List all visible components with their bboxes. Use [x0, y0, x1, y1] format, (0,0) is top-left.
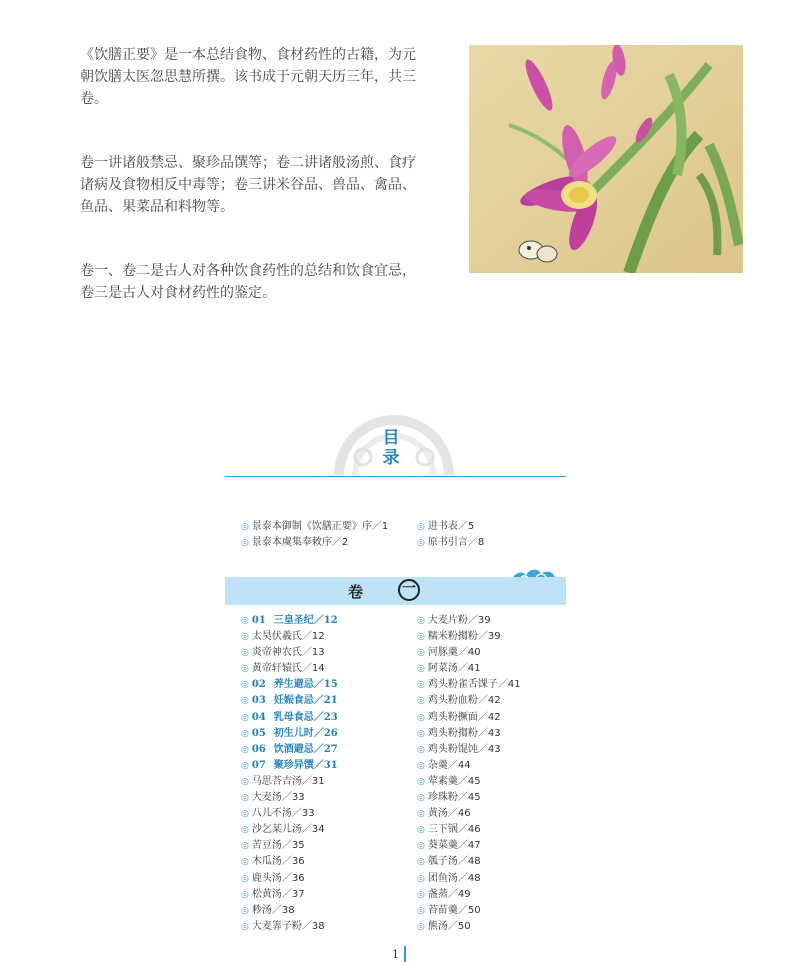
entry-text: 粆汤／38 — [251, 904, 295, 916]
bullet-icon: ◎ — [241, 793, 249, 804]
toc-entry[interactable] — [241, 887, 338, 903]
bullet-icon: ◎ — [417, 825, 425, 836]
preface-list-right — [417, 519, 484, 551]
entry-text: 初生儿时／26 — [273, 727, 338, 739]
bullet-icon: ◎ — [417, 841, 425, 852]
entry-text: 炎帝神农氏／13 — [251, 647, 325, 659]
entry-text: 鸡头粉搊粉／43 — [427, 727, 501, 739]
bullet-icon: ◎ — [241, 728, 249, 739]
entry-text: 松黄汤／37 — [251, 888, 305, 900]
toc-divider — [225, 476, 566, 477]
toc-section-entry[interactable] — [241, 677, 338, 693]
toc-column-2 — [417, 613, 521, 935]
toc-entry[interactable] — [417, 645, 521, 661]
toc-entry[interactable] — [241, 645, 338, 661]
toc-section-entry[interactable] — [241, 726, 338, 742]
bullet-icon: ◎ — [241, 648, 249, 659]
section-number: 01 — [251, 615, 266, 626]
entry-text: 大麦片粉／39 — [427, 615, 491, 626]
bullet-icon: ◎ — [241, 664, 249, 675]
entry-text: 葵菜羹／47 — [427, 840, 481, 852]
toc-entry[interactable] — [241, 774, 338, 790]
page-number: 1 — [392, 948, 399, 961]
bullet-icon: ◎ — [241, 616, 249, 626]
bullet-icon: ◎ — [417, 712, 425, 723]
bullet-icon: ◎ — [417, 616, 425, 626]
entry-text: 大麦汤／33 — [251, 792, 305, 804]
toc-entry[interactable] — [417, 887, 521, 903]
bullet-icon: ◎ — [417, 664, 425, 675]
volume-label: 卷 — [348, 583, 364, 601]
entry-text: 大麦筭子粉／38 — [251, 920, 325, 932]
toc-entry[interactable] — [241, 790, 338, 806]
entry-text: 三下锅／46 — [427, 824, 481, 836]
entry-text: 太昊伏羲氏／12 — [251, 631, 325, 643]
entry-text: 聚珍异馔／31 — [273, 759, 338, 771]
bullet-icon: ◎ — [417, 648, 425, 659]
toc-entry[interactable] — [417, 854, 521, 870]
intro-paragraph: 卷一、卷二是古人对各种饮食药性的总结和饮食宜忌，卷三是古人对食材药性的鉴定。 — [80, 263, 416, 301]
toc-entry[interactable] — [417, 726, 521, 742]
toc-entry[interactable] — [241, 838, 338, 854]
entry-text: 木瓜汤／36 — [251, 856, 305, 868]
bullet-icon: ◎ — [417, 538, 425, 548]
bullet-icon: ◎ — [417, 696, 425, 707]
entry-text: 荤素羹／45 — [427, 775, 481, 787]
toc-entry[interactable] — [417, 742, 521, 758]
toc-entry[interactable] — [417, 613, 521, 629]
bullet-icon: ◎ — [417, 744, 425, 755]
section-number: 07 — [251, 759, 266, 771]
volume-header — [225, 577, 566, 605]
section-number: 06 — [251, 743, 266, 755]
volume-number: 一 — [398, 579, 420, 601]
bullet-icon: ◎ — [417, 809, 425, 820]
entry-text: 河豚羹／40 — [427, 647, 481, 659]
toc-entry[interactable] — [241, 871, 338, 887]
entry-text: 糯米粉搊粉／39 — [427, 631, 501, 643]
toc-entry[interactable] — [241, 629, 338, 645]
entry-text: 团鱼汤／48 — [427, 872, 481, 884]
bullet-icon: ◎ — [241, 889, 249, 900]
page-marker — [404, 946, 406, 962]
toc-entry[interactable]: ◎ 进书表／5 — [417, 521, 475, 532]
bullet-icon: ◎ — [241, 680, 249, 691]
bullet-icon: ◎ — [241, 857, 249, 868]
bullet-icon: ◎ — [241, 522, 249, 532]
toc-entry[interactable]: ◎ 景泰本虞集奉敕序／2 — [241, 537, 349, 548]
toc-entry[interactable] — [417, 677, 521, 693]
toc-entry[interactable] — [241, 903, 338, 919]
entry-text: 珍珠粉／45 — [427, 792, 481, 804]
entry-text: 马思荅吉汤／31 — [251, 775, 325, 787]
bullet-icon: ◎ — [241, 744, 249, 755]
bullet-icon: ◎ — [241, 809, 249, 820]
bullet-icon: ◎ — [417, 873, 425, 884]
toc-entry[interactable]: ◎ 原书引言／8 — [417, 537, 485, 548]
toc-entry[interactable] — [417, 871, 521, 887]
entry-text: 苔苗羹／50 — [427, 904, 481, 916]
toc-entry[interactable] — [417, 629, 521, 645]
entry-text: 妊娠食忌／21 — [273, 695, 338, 707]
entry-text: 沙乞某儿汤／34 — [251, 824, 325, 836]
entry-text: 苦豆汤／35 — [251, 840, 305, 852]
bullet-icon: ◎ — [241, 825, 249, 836]
toc-entry[interactable] — [417, 710, 521, 726]
toc-entry[interactable] — [241, 806, 338, 822]
entry-text: 养生避忌／15 — [273, 679, 338, 691]
bullet-icon: ◎ — [417, 760, 425, 771]
bullet-icon: ◎ — [241, 841, 249, 852]
section-number: 04 — [251, 711, 266, 723]
bullet-icon: ◎ — [241, 696, 249, 707]
entry-text: 鸡头粉雀舌馃子／41 — [427, 679, 521, 691]
entry-text: 鸡头粉撅面／42 — [427, 711, 501, 723]
bullet-icon: ◎ — [417, 857, 425, 868]
toc-column-1 — [241, 613, 338, 935]
bullet-icon: ◎ — [241, 632, 249, 643]
bullet-icon: ◎ — [417, 680, 425, 691]
entry-text: 鸡头粉血粉／42 — [427, 695, 501, 707]
toc-section-entry[interactable] — [241, 693, 338, 709]
flower-painting — [469, 45, 743, 273]
toc-entry[interactable] — [417, 806, 521, 822]
bullet-icon: ◎ — [417, 793, 425, 804]
bullet-icon: ◎ — [241, 873, 249, 884]
toc-section-entry[interactable] — [241, 710, 338, 726]
entry-text: 盏蒸／49 — [427, 888, 471, 900]
bullet-icon: ◎ — [241, 538, 249, 548]
entry-text: 饮酒避忌／27 — [273, 743, 338, 755]
toc-entry[interactable] — [417, 790, 521, 806]
entry-text: 黄汤／46 — [427, 808, 471, 820]
bullet-icon: ◎ — [241, 712, 249, 723]
section-number: 05 — [251, 727, 266, 739]
entry-text: 杂羹／44 — [427, 759, 471, 771]
toc-entry[interactable] — [417, 661, 521, 677]
bullet-icon: ◎ — [417, 728, 425, 739]
bullet-icon: ◎ — [241, 760, 249, 771]
section-number: 03 — [251, 695, 266, 707]
bullet-icon: ◎ — [417, 889, 425, 900]
bullet-icon: ◎ — [417, 522, 425, 532]
entry-text: 熊汤／50 — [427, 920, 471, 932]
bullet-icon: ◎ — [241, 921, 249, 932]
bullet-icon: ◎ — [417, 632, 425, 643]
bullet-icon: ◎ — [417, 921, 425, 932]
entry-text: 乳母食忌／23 — [273, 711, 338, 723]
section-number: 02 — [251, 679, 266, 691]
entry-text: 鸡头粉馄饨／43 — [427, 743, 501, 755]
intro-text — [80, 44, 420, 346]
toc-section-entry[interactable] — [241, 613, 338, 629]
toc-section-entry[interactable] — [241, 758, 338, 774]
entry-text: 阿菜汤／41 — [427, 663, 481, 675]
bullet-icon: ◎ — [241, 905, 249, 916]
toc-entry[interactable] — [417, 838, 521, 854]
bullet-icon: ◎ — [417, 905, 425, 916]
bullet-icon: ◎ — [417, 776, 425, 787]
entry-text: 八儿不汤／33 — [251, 808, 315, 820]
entry-text: 瓠子汤／48 — [427, 856, 481, 868]
toc-title: 目录 — [382, 428, 400, 468]
toc-entry[interactable] — [241, 854, 338, 870]
intro-paragraph: 卷一讲诸般禁忌、聚珍品馔等；卷二讲诸般汤煎、食疗诸病及食物相反中毒等；卷三讲米谷品、兽品、禽品、鱼品、果菜品和料物等。 — [80, 155, 416, 215]
bullet-icon: ◎ — [241, 776, 249, 787]
toc-entry[interactable] — [241, 822, 338, 838]
toc-section-entry[interactable] — [241, 742, 338, 758]
toc-entry[interactable]: ◎ 景泰本御制《饮膳正要》序／1 — [241, 521, 389, 532]
intro-paragraph: 《饮膳正要》是一本总结食物、食材药性的古籍，为元朝饮膳太医忽思慧所撰。该书成于元朝天历三年，共三卷。 — [80, 47, 416, 107]
toc-entry[interactable] — [241, 919, 338, 935]
toc-entry[interactable] — [417, 758, 521, 774]
toc-entry[interactable] — [417, 903, 521, 919]
entry-text: 黄帝轩辕氏／14 — [251, 663, 325, 675]
toc-entry[interactable] — [417, 919, 521, 935]
toc-entry[interactable] — [241, 661, 338, 677]
preface-list-left — [241, 519, 388, 551]
toc-entry[interactable] — [417, 822, 521, 838]
toc-entry[interactable] — [417, 774, 521, 790]
entry-text: 鹿头汤／36 — [251, 872, 305, 884]
entry-text: 三皇圣纪／12 — [273, 615, 338, 626]
toc-entry[interactable] — [417, 693, 521, 709]
